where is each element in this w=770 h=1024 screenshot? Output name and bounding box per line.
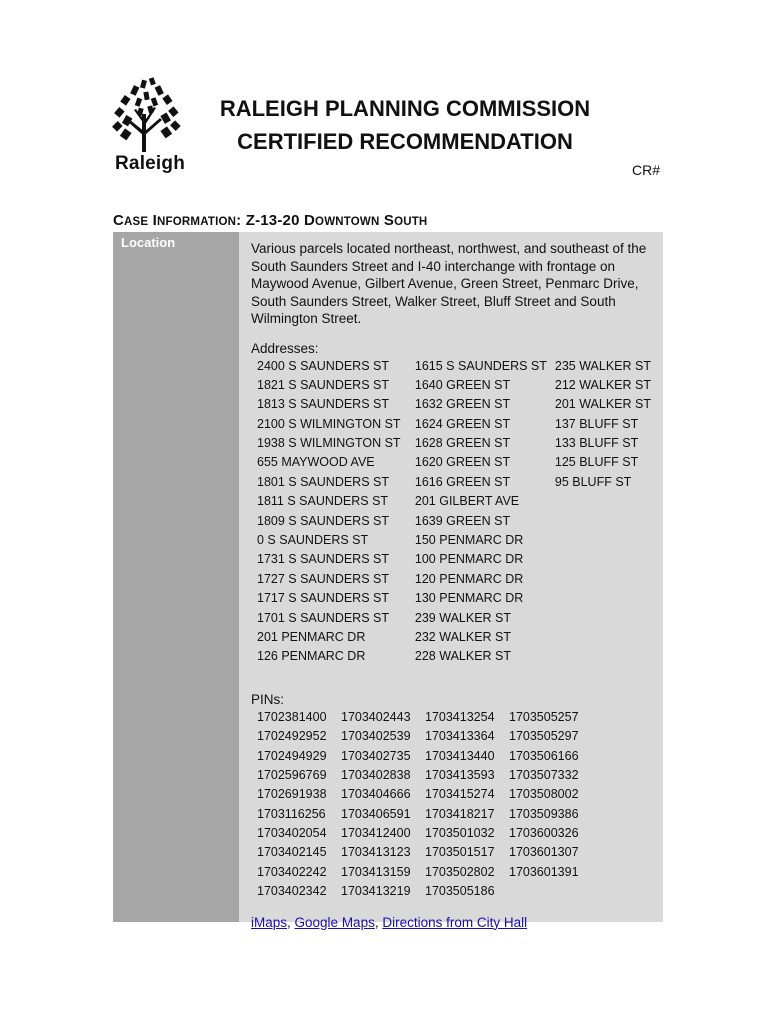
pin-cell: 1703600326: [509, 826, 579, 841]
address-cell: 1632 GREEN ST: [414, 397, 511, 412]
pin-cell: 1703402539: [341, 729, 411, 744]
logo-wordmark: Raleigh: [115, 153, 186, 174]
address-cell: 1938 S WILMINGTON ST: [257, 436, 401, 451]
pin-row: [251, 845, 587, 864]
address-cell: 1811 S SAUNDERS ST: [257, 494, 389, 509]
address-cell: 1628 GREEN ST: [414, 436, 511, 451]
address-row: [251, 514, 651, 533]
address-row: [251, 455, 651, 474]
address-cell: 1801 S SAUNDERS ST: [257, 474, 389, 489]
address-cell: 2100 S WILMINGTON ST: [257, 416, 401, 431]
address-cell: 1821 S SAUNDERS ST: [257, 377, 389, 392]
address-cell: 1615 S SAUNDERS ST: [414, 358, 547, 373]
pin-cell: 1703404666: [341, 787, 411, 802]
address-cell: 1731 S SAUNDERS ST: [257, 552, 389, 567]
address-cell: 212 WALKER ST: [554, 377, 651, 392]
address-row: [251, 649, 651, 668]
address-cell: 150 PENMARC DR: [414, 533, 524, 548]
address-cell: 239 WALKER ST: [414, 610, 512, 625]
addresses-label: Addresses:: [251, 340, 319, 356]
address-cell: 126 PENMARC DR: [257, 649, 366, 664]
address-cell: 201 GILBERT AVE: [414, 494, 520, 509]
pin-cell: 1703506166: [509, 748, 579, 763]
pin-cell: 1703413440: [425, 748, 495, 763]
pin-row: [251, 729, 587, 748]
pin-cell: 1703415274: [425, 787, 495, 802]
pin-cell: 1703116256: [257, 806, 326, 821]
pin-cell: 1703505257: [509, 709, 579, 724]
address-row: [251, 591, 651, 610]
location-label: Location: [121, 235, 176, 250]
address-cell: 133 BLUFF ST: [554, 436, 639, 451]
pin-cell: 1703508002: [509, 787, 579, 802]
address-cell: 125 BLUFF ST: [554, 455, 639, 470]
address-cell: 0 S SAUNDERS ST: [257, 533, 369, 548]
location-description: Various parcels located northeast, northwest, and southeast of the South Saunders Street and I-40 interchange with frontage on Maywood Avenue, Gilbert Avenue, Green Street, Penmarc Drive, South Saunders Street, Walker Street, Bluff Street and South Wilmington Street.: [251, 241, 647, 326]
address-row: [251, 397, 651, 416]
address-row: [251, 533, 651, 552]
pin-cell: 1702494929: [257, 748, 327, 763]
address-cell: [549, 591, 651, 610]
pin-cell: [503, 884, 587, 903]
page-title: [200, 92, 610, 158]
map-links: [251, 915, 651, 930]
imaps-link[interactable]: iMaps: [251, 914, 288, 930]
addresses-table: [251, 359, 651, 669]
address-cell: 1624 GREEN ST: [414, 416, 511, 431]
address-cell: [549, 572, 651, 591]
pin-cell: 1703402838: [341, 767, 411, 782]
address-cell: [549, 630, 651, 649]
pin-cell: 1703418217: [425, 806, 495, 821]
address-cell: 201 WALKER ST: [554, 397, 651, 412]
pin-cell: 1702596769: [257, 767, 327, 782]
address-cell: 1809 S SAUNDERS ST: [257, 513, 389, 528]
address-row: [251, 378, 651, 397]
pin-cell: 1703501517: [425, 845, 495, 860]
pin-cell: 1703601391: [509, 864, 579, 879]
address-cell: 1701 S SAUNDERS ST: [257, 610, 389, 625]
address-cell: [549, 611, 651, 630]
address-cell: 201 PENMARC DR: [257, 629, 366, 644]
pin-row: [251, 884, 587, 903]
address-cell: [549, 533, 651, 552]
directions-link[interactable]: Directions from City Hall: [382, 914, 528, 930]
pin-cell: 1703413364: [425, 729, 495, 744]
pin-cell: 1703601307: [509, 845, 579, 860]
pin-row: [251, 749, 587, 768]
pin-cell: 1703413219: [341, 884, 411, 899]
location-content: [251, 240, 651, 930]
pin-cell: 1703413593: [425, 767, 495, 782]
link-separator: ,: [287, 914, 295, 930]
pin-cell: 1702492952: [257, 729, 327, 744]
address-cell: [549, 514, 651, 533]
pin-row: [251, 865, 587, 884]
pin-cell: 1703412400: [341, 826, 411, 841]
pin-cell: 1703413123: [341, 845, 411, 860]
google-maps-link[interactable]: Google Maps: [294, 914, 375, 930]
pin-row: [251, 768, 587, 787]
pin-cell: 1703505297: [509, 729, 579, 744]
address-cell: 1616 GREEN ST: [414, 474, 511, 489]
pin-cell: 1702381400: [257, 709, 327, 724]
location-panel: [113, 232, 663, 930]
address-cell: 228 WALKER ST: [414, 649, 512, 664]
link-separator: ,: [374, 914, 383, 930]
address-cell: 1813 S SAUNDERS ST: [257, 397, 389, 412]
address-cell: 1640 GREEN ST: [414, 377, 511, 392]
address-cell: 1620 GREEN ST: [414, 455, 511, 470]
title-line-2: CERTIFIED RECOMMENDATION: [237, 129, 573, 154]
pin-cell: 1703402054: [257, 826, 327, 841]
address-cell: 1727 S SAUNDERS ST: [257, 571, 389, 586]
pin-row: [251, 710, 587, 729]
address-cell: 100 PENMARC DR: [414, 552, 524, 567]
address-cell: 120 PENMARC DR: [414, 571, 524, 586]
pins-label: PINs:: [251, 691, 285, 707]
pin-cell: 1703402242: [257, 864, 327, 879]
address-cell: 1639 GREEN ST: [414, 513, 511, 528]
location-label-cell: [113, 232, 239, 922]
address-cell: 232 WALKER ST: [414, 629, 512, 644]
address-cell: 1717 S SAUNDERS ST: [257, 591, 389, 606]
address-cell: 130 PENMARC DR: [414, 591, 524, 606]
pin-cell: 1703402443: [341, 709, 411, 724]
address-row: [251, 611, 651, 630]
address-row: [251, 494, 651, 513]
address-cell: [549, 649, 651, 668]
address-cell: 137 BLUFF ST: [554, 416, 639, 431]
address-cell: [549, 494, 651, 513]
pin-cell: 1702691938: [257, 787, 327, 802]
address-row: [251, 359, 651, 378]
title-line-1: RALEIGH PLANNING COMMISSION: [219, 96, 591, 121]
pin-cell: 1703501032: [425, 826, 495, 841]
pin-cell: 1703402342: [257, 884, 327, 899]
address-row: [251, 552, 651, 571]
pins-table: [251, 710, 587, 904]
pin-cell: 1703509386: [509, 806, 579, 821]
address-row: [251, 475, 651, 494]
address-row: [251, 572, 651, 591]
pin-row: [251, 807, 587, 826]
pin-cell: 1703505186: [425, 884, 495, 899]
address-row: [251, 630, 651, 649]
address-row: [251, 436, 651, 455]
address-cell: 655 MAYWOOD AVE: [257, 455, 375, 470]
pin-row: [251, 826, 587, 845]
address-cell: 2400 S SAUNDERS ST: [257, 358, 389, 373]
address-row: [251, 417, 651, 436]
pin-row: [251, 787, 587, 806]
pin-cell: 1703402735: [341, 748, 411, 763]
pin-cell: 1703507332: [509, 767, 579, 782]
pin-cell: 1703413159: [341, 864, 411, 879]
address-cell: 235 WALKER ST: [554, 358, 651, 373]
pin-cell: 1703406591: [341, 806, 411, 821]
pin-cell: 1703502802: [425, 864, 495, 879]
address-cell: [549, 552, 651, 571]
address-cell: 95 BLUFF ST: [554, 474, 632, 489]
case-information-heading: CASE INFORMATION: Z-13-20 DOWNTOWN SOUTH: [113, 212, 428, 229]
pin-cell: 1703413254: [425, 709, 495, 724]
pin-cell: 1703402145: [257, 845, 327, 860]
cr-number: CR#: [631, 162, 660, 178]
